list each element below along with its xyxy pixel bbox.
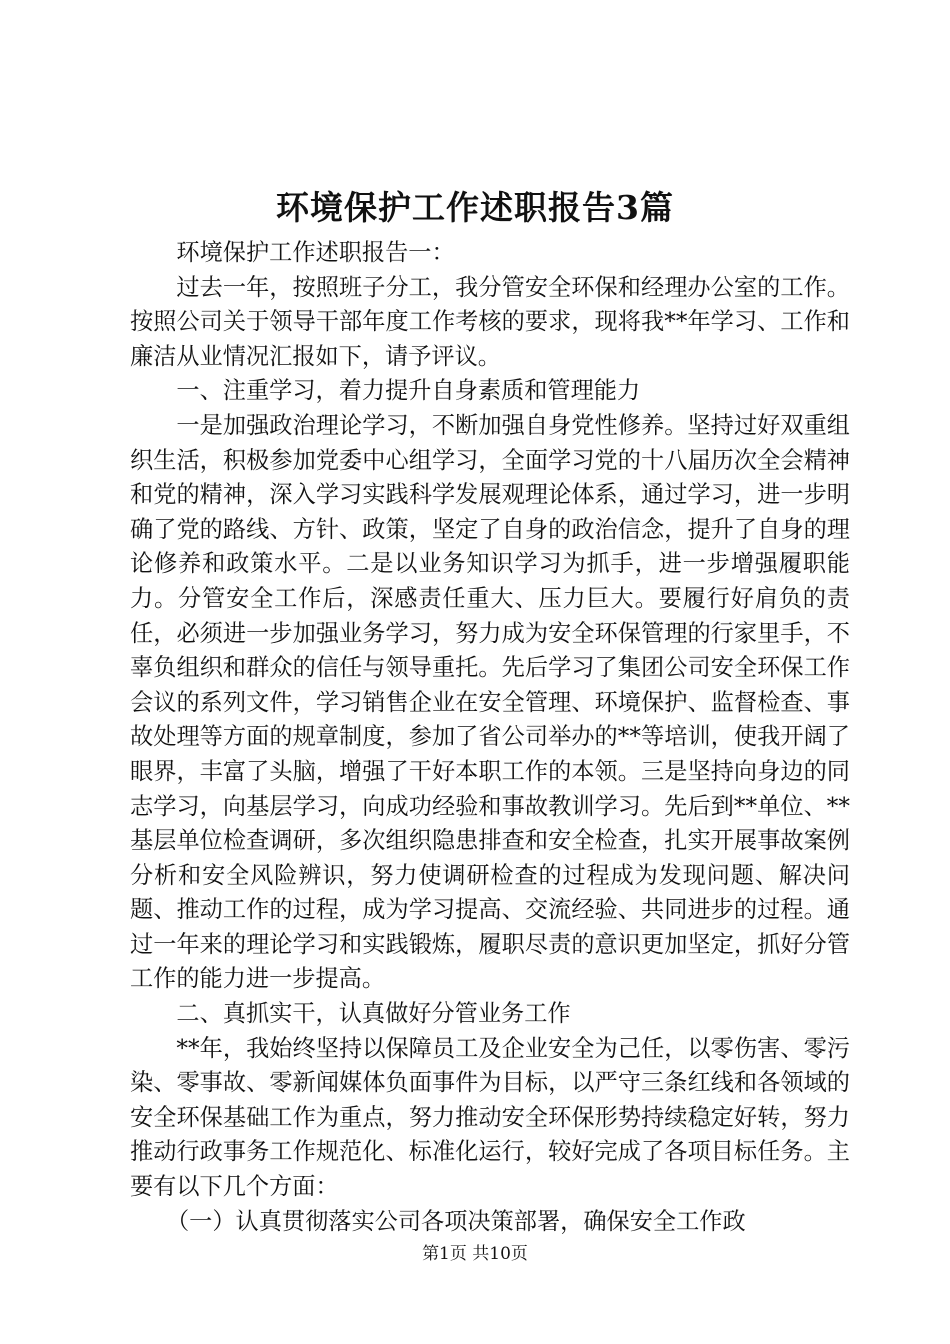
page-footer: 第1页 共10页 <box>422 1244 528 1264</box>
document-body <box>130 236 850 1239</box>
work-paragraph: **年，我始终坚持以保障员工及企业安全为己任，以零伤害、零污染、零事故、零新闻媒体负面事件为目标，以严守三条红线和各领域的安全环保基础工作为重点，努力推动安全环保形势持续稳定好转，努力推动行政事务工作规范化、标准化运行，较好完成了各项目标任务。主要有以下几个方面： <box>130 1034 850 1201</box>
section-heading-2: 二、真抓实干，认真做好分管业务工作 <box>176 1000 571 1028</box>
section-heading-1: 一、注重学习，着力提升自身素质和管理能力 <box>176 377 641 405</box>
document-title: 环境保护工作述职报告3篇 <box>276 188 674 227</box>
subsection-heading-1: （一）认真贯彻落实公司各项决策部署，确保安全工作政 <box>165 1207 746 1235</box>
report-heading: 环境保护工作述职报告一： <box>176 239 455 266</box>
intro-paragraph: 过去一年，按照班子分工，我分管安全环保和经理办公室的工作。按照公司关于领导干部年度工作考核的要求，现将我**年学习、工作和廉洁从业情况汇报如下，请予评议。 <box>130 273 850 370</box>
study-paragraph: 一是加强政治理论学习，不断加强自身党性修养。坚持过好双重组织生活，积极参加党委中心组学习，全面学习党的十八届历次全会精神和党的精神，深入学习实践科学发展观理论体系，通过学习，进一步明确了党的路线、方针、政策，坚定了自身的政治信念，提升了自身的理论修养和政策水平。二是以业务知识学习为抓手，进一步增强履职能力。分管安全工作后，深感责任重大、压力巨大。要履行好肩负的责任，必须进一步加强业务学习，努力成为安全环保管理的行家里手，不辜负组织和群众的信任与领导重托。先后学习了集团公司安全环保工作会议的系列文件，学习销售企业在安全管理、环境保护、监督检查、事故处理等方面的规章制度，参加了省公司举办的**等培训，使我开阔了眼界，丰富了头脑，增强了干好本职工作的本领。三是坚持向身边的同志学习，向基层学习，向成功经验和事故教训学习。先后到**单位、**基层单位检查调研，多次组织隐患排查和安全检查，扎实开展事故案例分析和安全风险辨识，努力使调研检查的过程成为发现问题、解决问题、推动工作的过程，成为学习提高、交流经验、共同进步的过程。通过一年来的理论学习和实践锻炼，履职尽责的意识更加坚定，抓好分管工作的能力进一步提高。 <box>130 411 850 993</box>
